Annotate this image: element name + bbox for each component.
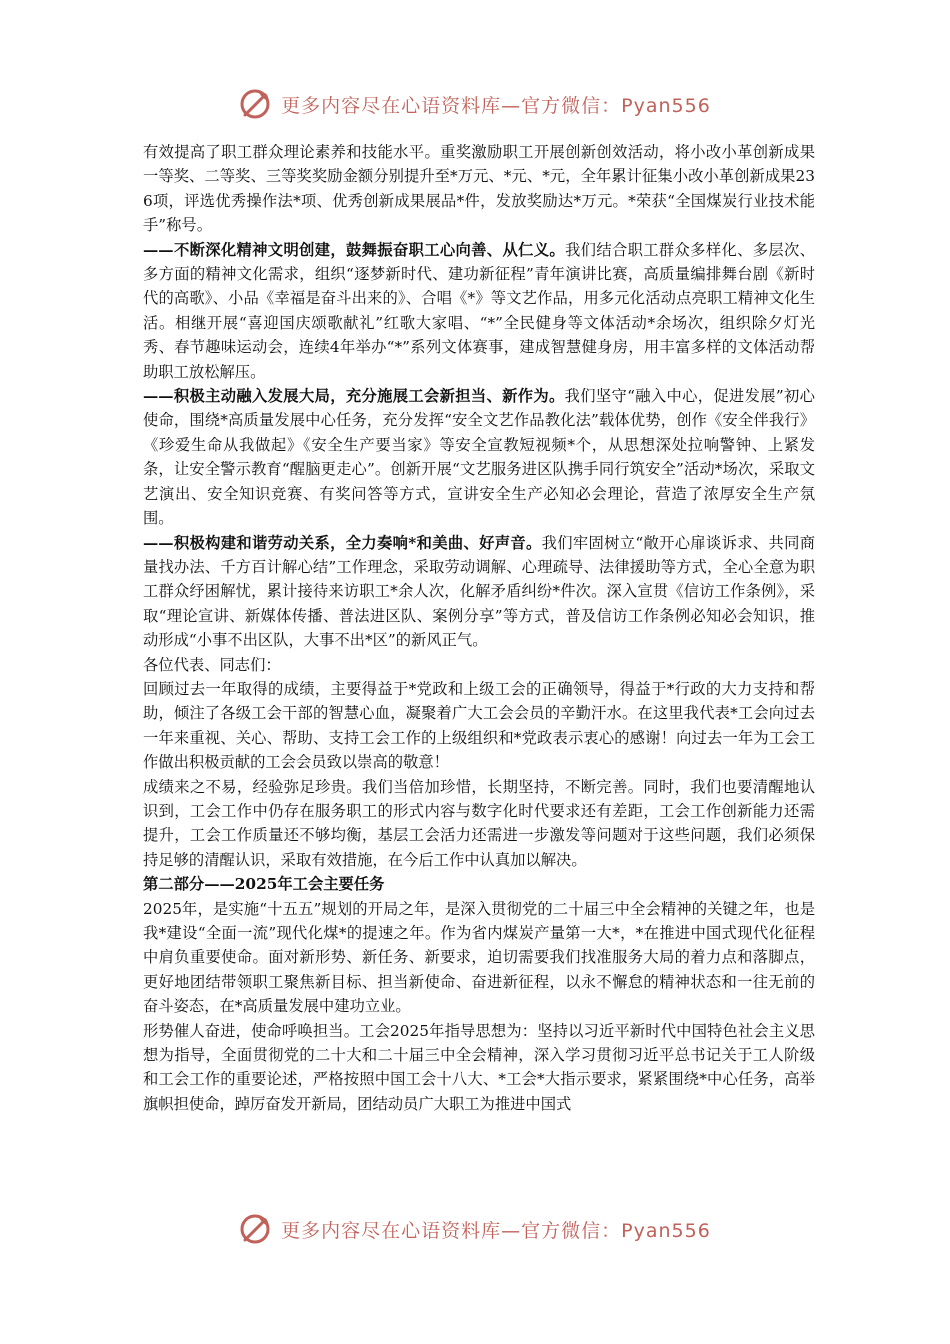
paragraph-lead: ——积极构建和谐劳动关系，全力奏响*和美曲、好声音。: [143, 533, 542, 552]
paragraph-text: 我们牢固树立“敞开心扉谈诉求、共同商量找办法、千方百计解心结”工作理念，采取劳动调解、心理疏导、法律援助等方式，全心全意为职工群众纾困解忧，累计接待来访职工*余人次，化解矛盾纠纷*件次。深入宣贯《信访工作条例》，采取“理论宣讲、新媒体传播、普法进区队、案例分享”等方式，普及信访工作条例必知必会知识，推动形成“小事不出区队，大事不出*区”的新风正气。: [143, 533, 815, 650]
banner-text: 更多内容尽在心语资料库—官方微信：Pyan556: [281, 1219, 711, 1242]
paragraph-lead: ——不断深化精神文明创建，鼓舞振奋职工心向善、从仁义。: [143, 240, 566, 259]
paragraph-text: 成绩来之不易，经验弥足珍贵。我们当倍加珍惜，长期坚持，不断完善。同时，我们也要清醒地认识到，工会工作中仍存在服务职工的形式内容与数字化时代要求还有差距，工会工作创新能力还需提升，工会工作质量还不够均衡，基层工会活力还需进一步激发等问题对于这些问题，我们必须保持足够的清醒认识，采取有效措施，在今后工作中认真加以解决。: [143, 777, 815, 869]
paragraph-text: 回顾过去一年取得的成绩，主要得益于*党政和上级工会的正确领导，得益于*行政的大力支持和帮助，倾注了各级工会干部的智慧心血，凝聚着广大工会会员的辛勤汗水。在这里我代表*工会向过去一年来重视、关心、帮助、支持工会工作的上级组织和*党政表示衷心的感谢！向过去一年为工会工作做出积极贡献的工会会员致以崇高的敬意！: [143, 679, 815, 772]
paragraph: [143, 653, 815, 677]
paragraph-text: 我们结合职工群众多样化、多层次、多方面的精神文化需求，组织“逐梦新时代、建功新征程”青年演讲比赛，高质量编排舞台剧《新时代的高歌》、小品《幸福是奋斗出来的》、合唱《*》等文艺作品，用多元化活动点亮职工精神文化生活。相继开展“喜迎国庆颂歌献礼”红歌大家唱、“*”全民健身等文体活动*余场次，组织除夕灯光秀、春节趣味运动会，连续4年举办“*”系列文体赛事，建成智慧健身房，用丰富多样的文体活动帮助职工放松解压。: [143, 240, 815, 381]
paragraph-lead: ——积极主动融入发展大局，充分施展工会新担当、新作为。: [143, 387, 565, 406]
quill-logo-icon: [239, 87, 273, 121]
paragraph-text: 我们坚守“融入中心，促进发展”初心使命，围绕*高质量发展中心任务，充分发挥“安全文艺作品教化法”载体优势，创作《安全伴我行》《珍爱生命从我做起》《安全生产要当家》等安全宣教短视频*个，从思想深处拉响警钟、上紧发条，让安全警示教育“醒脑更走心”。创新开展“文艺服务进区队携手同行筑安全”活动*场次，采取文艺演出、安全知识竞赛、有奖问答等方式，宣讲安全生产必知必会理论，营造了浓厚安全生产氛围。: [143, 387, 815, 528]
section-heading: 第二部分——2025年工会主要任务: [143, 875, 385, 894]
quill-logo-icon: [239, 1212, 273, 1246]
paragraph: [143, 1019, 815, 1117]
paragraph-text: 2025年，是实施“十五五”规划的开局之年，是深入贯彻党的二十届三中全会精神的关键之年，也是我*建设“全面一流”现代化煤*的提速之年。作为省内煤炭产量第一大*，*在推进中国式现代化征程中肩负重要使命。面对新形势、新任务、新要求，迫切需要我们找准服务大局的着力点和落脚点，更好地团结带领职工聚焦新目标、担当新使命、奋进新征程，以永不懈怠的精神状态和一往无前的奋斗姿态，在*高质量发展中建功立业。: [143, 899, 815, 1016]
paragraph-text: 各位代表、同志们：: [143, 655, 281, 674]
paragraph: [143, 677, 815, 775]
paragraph: [143, 238, 815, 384]
paragraph: [143, 384, 815, 530]
paragraph-text: 有效提高了职工群众理论素养和技能水平。重奖激励职工开展创新创效活动，将小改小革创新成果一等奖、二等奖、三等奖奖励金额分别提升至*万元、*元、*元，全年累计征集小改小革创新成果236项，评选优秀操作法*项、优秀创新成果展品*件，发放奖励达*万元。*荣获“全国煤炭行业技术能手”称号。: [143, 143, 815, 235]
document-body: [143, 140, 815, 1116]
paragraph: [143, 140, 815, 238]
header-banner: [0, 84, 950, 124]
paragraph: [143, 531, 815, 653]
banner-text: 更多内容尽在心语资料库—官方微信：Pyan556: [281, 94, 711, 117]
paragraph-text: 形势催人奋进，使命呼唤担当。工会2025年指导思想为：坚持以习近平新时代中国特色社会主义思想为指导，全面贯彻党的二十大和二十届三中全会精神，深入学习贯彻习近平总书记关于工人阶级和工会工作的重要论述，严格按照中国工会十八大、*工会*大指示要求，紧紧围绕*中心任务，高举旗帜担使命，踔厉奋发开新局，团结动员广大职工为推进中国式: [143, 1021, 815, 1113]
paragraph: [143, 897, 815, 1019]
footer-banner: [0, 1209, 950, 1249]
paragraph: [143, 775, 815, 873]
